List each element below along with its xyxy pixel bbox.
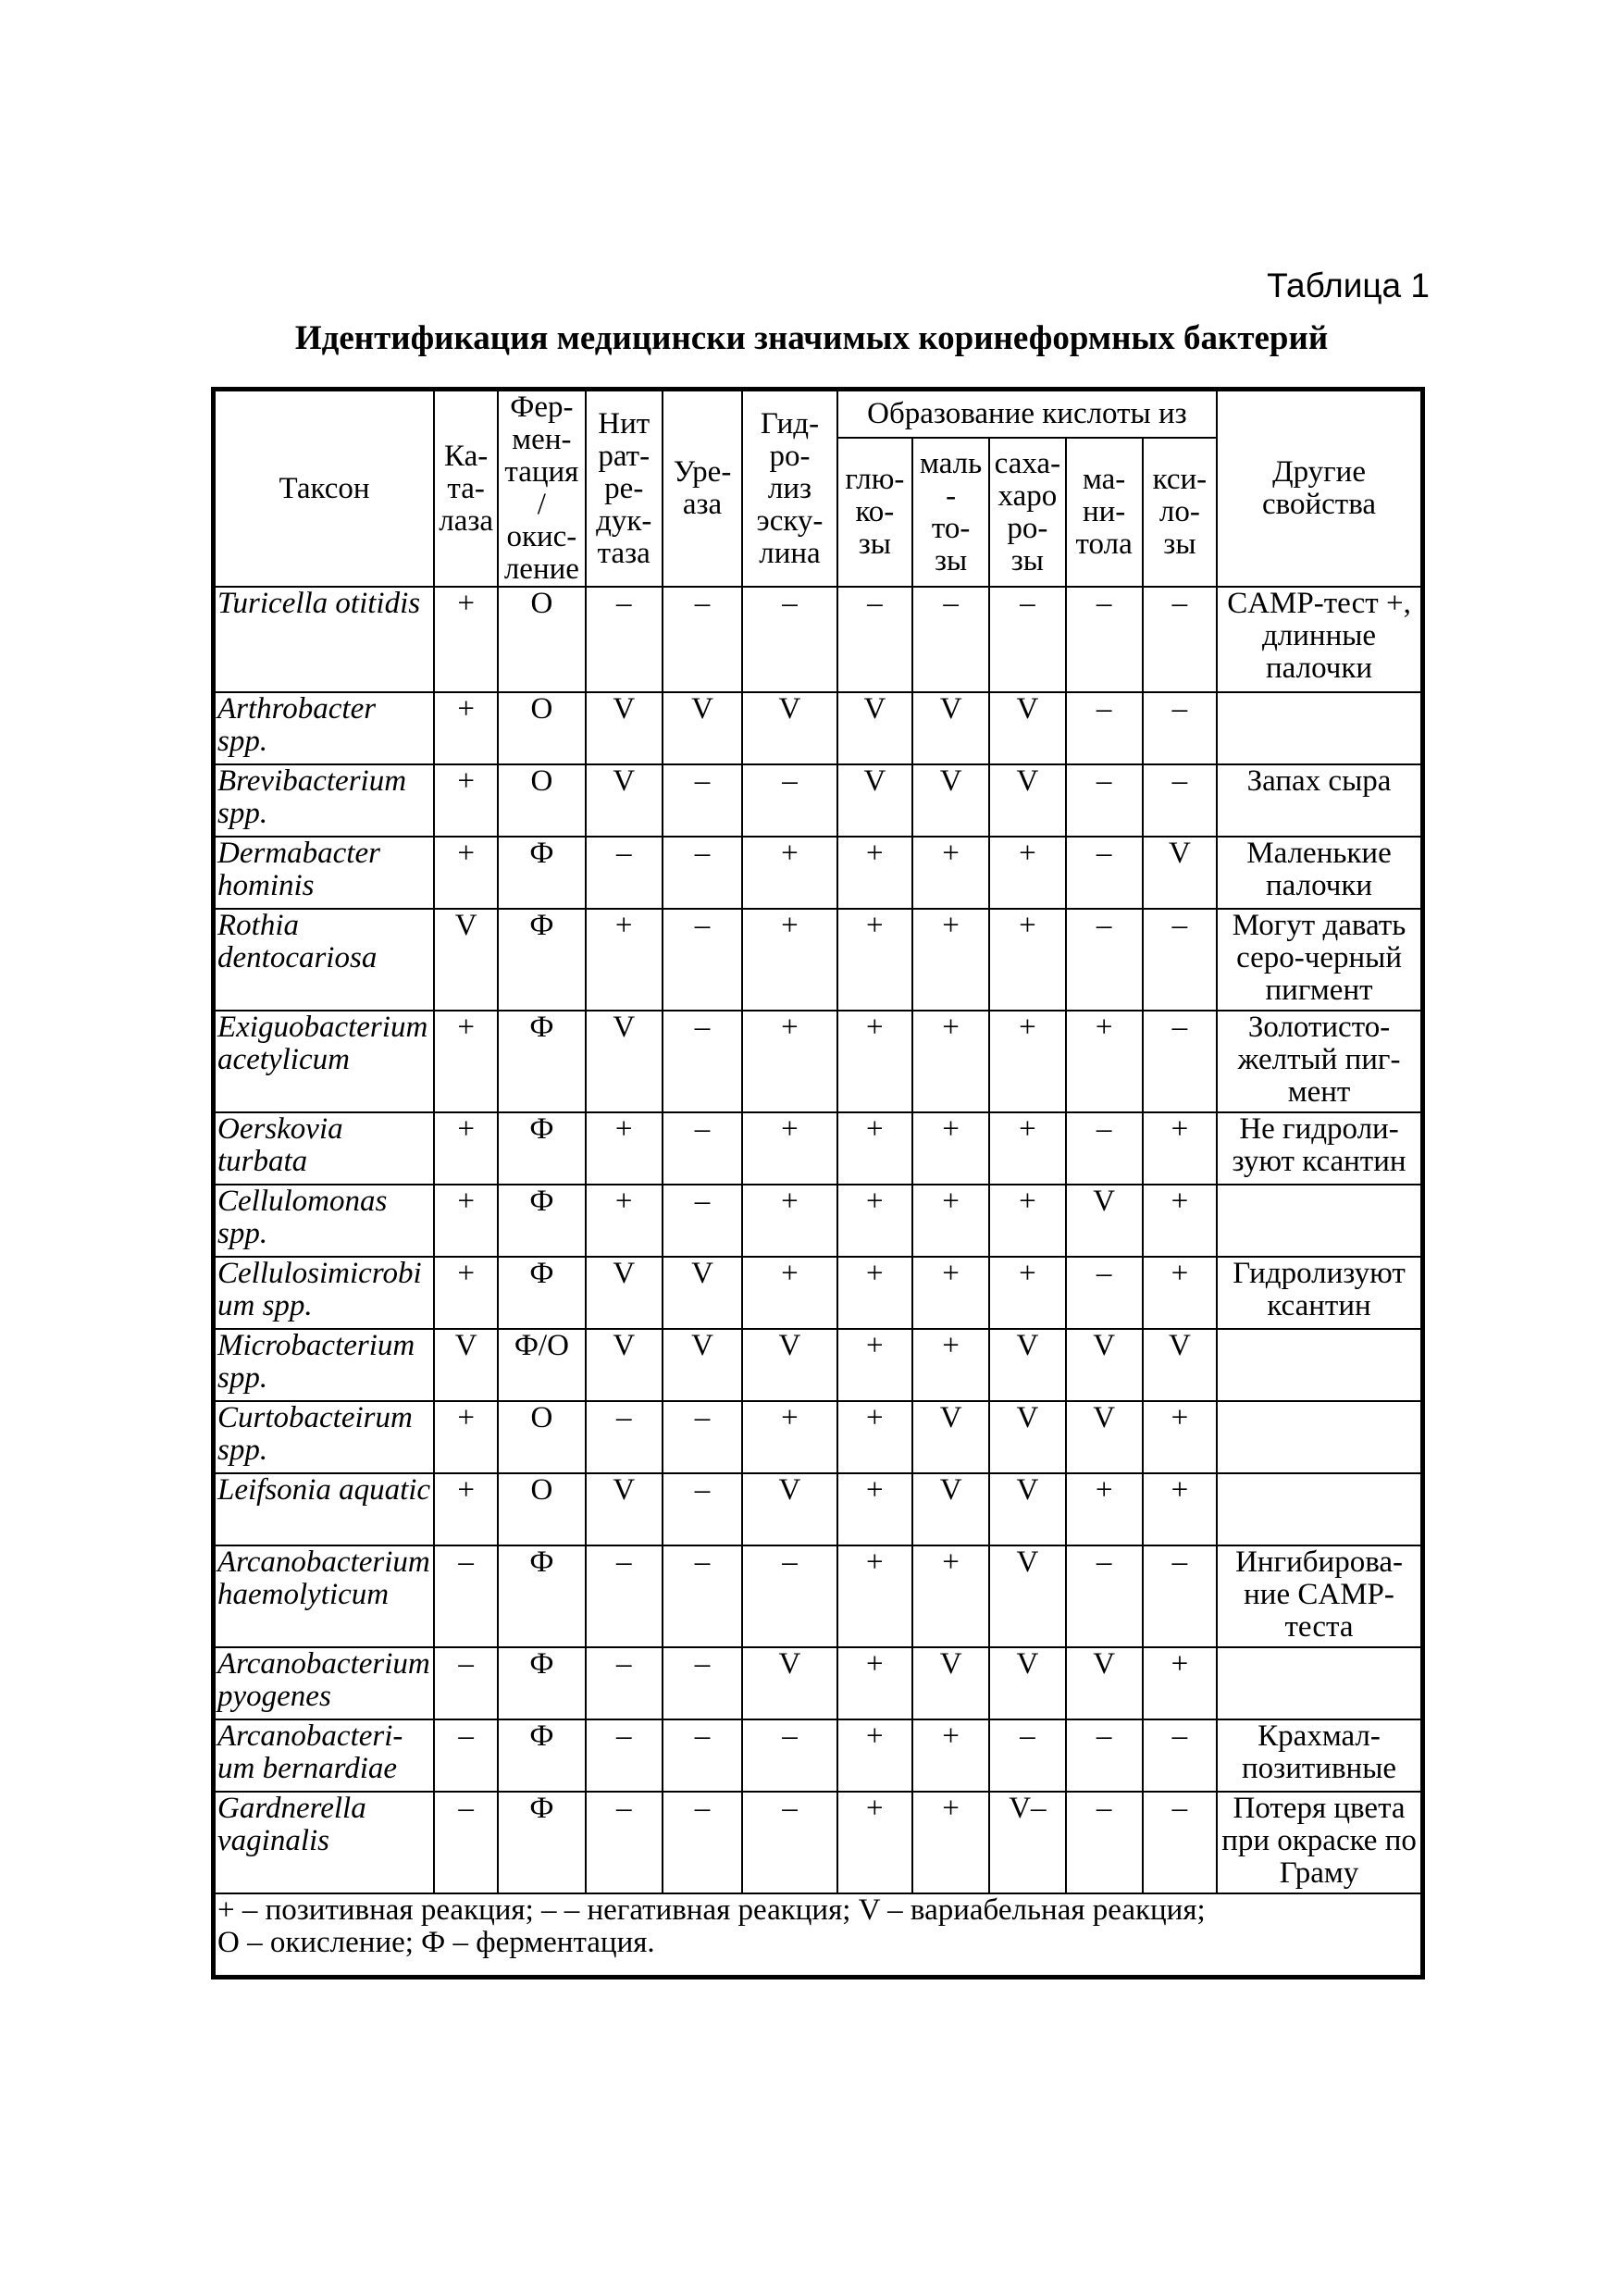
cell-esculin-hydrolysis: + [742,1185,837,1257]
cell-xylose: + [1143,1647,1217,1719]
cell-mannitol: V [1066,1185,1143,1257]
cell-mannitol: – [1066,1719,1143,1792]
cell-maltose: V [912,1401,989,1473]
cell-esculin-hydrolysis: + [742,1011,837,1112]
cell-fermentation: О [498,587,585,692]
cell-fermentation: О [498,764,585,837]
cell-sucrose: V [989,1647,1065,1719]
header-line: лиз [767,471,812,505]
cell-xylose: – [1143,1011,1217,1112]
cell-other-properties: Крахмал-позитивные [1217,1719,1422,1792]
cell-glucose: – [837,587,912,692]
table-row [214,1792,1423,1893]
cell-mannitol: V [1066,1647,1143,1719]
cell-sucrose: – [989,587,1065,692]
cell-catalase: + [434,1257,498,1329]
cell-mannitol: V [1066,1401,1143,1473]
cell-mannitol: – [1066,837,1143,909]
cell-mannitol: – [1066,764,1143,837]
cell-nitrate-reductase: V [586,1329,663,1401]
cell-urease: – [663,837,742,909]
header-line: лаза [439,503,494,538]
header-glucose [837,438,912,587]
cell-mannitol: – [1066,1545,1143,1647]
cell-esculin-hydrolysis: + [742,1401,837,1473]
header-nitrate-reductase [586,390,663,588]
cell-catalase: + [434,692,498,764]
cell-sucrose: V [989,764,1065,837]
header-line: Гид- [760,406,820,441]
table-row [214,1329,1423,1401]
cell-maltose: V [912,764,989,837]
header-line: зы [858,527,891,562]
cell-catalase: + [434,837,498,909]
cell-glucose: + [837,909,912,1011]
table-row [214,692,1423,764]
cell-glucose: V [837,692,912,764]
cell-maltose: + [912,1257,989,1329]
cell-other-properties: Гидролизуют ксантин [1217,1257,1422,1329]
cell-urease: – [663,764,742,837]
cell-xylose: – [1143,1545,1217,1647]
header-sucrose [989,438,1065,587]
cell-catalase: – [434,1792,498,1893]
header-other-properties [1217,390,1422,588]
cell-mannitol: V [1066,1329,1143,1401]
table-header [214,390,1423,588]
header-line: рат- [598,439,650,473]
cell-fermentation: Ф/О [498,1329,585,1401]
cell-other-properties: Ингибирова-ние CAMP-теста [1217,1545,1422,1647]
header-line: ма- [1082,463,1126,497]
cell-esculin-hydrolysis: – [742,1719,837,1792]
header-xylose [1143,438,1217,587]
cell-maltose: + [912,1011,989,1112]
cell-taxon: Cellulosimicrobium spp. [214,1257,435,1329]
cell-catalase: + [434,1473,498,1545]
cell-catalase: – [434,1719,498,1792]
cell-xylose: – [1143,692,1217,764]
cell-glucose: + [837,1545,912,1647]
cell-taxon: Exiguobacterium acetylicum [214,1011,435,1112]
cell-xylose: V [1143,837,1217,909]
cell-taxon: Gardnerella vaginalis [214,1792,435,1893]
table-row [214,1401,1423,1473]
cell-xylose: – [1143,909,1217,1011]
header-line: зы [1010,543,1044,577]
cell-glucose: + [837,1011,912,1112]
table-row [214,1011,1423,1112]
cell-esculin-hydrolysis: V [742,692,837,764]
cell-catalase: + [434,1112,498,1185]
header-line: кси- [1152,463,1208,497]
cell-catalase: – [434,1647,498,1719]
cell-taxon: Arcanobacterium pyogenes [214,1647,435,1719]
cell-fermentation: Ф [498,1185,585,1257]
header-line: Фер- [510,391,574,424]
cell-other-properties: Не гидроли-зуют ксантин [1217,1112,1422,1185]
cell-maltose: V [912,692,989,764]
header-line: та- [447,471,485,505]
cell-catalase: + [434,587,498,692]
cell-glucose: + [837,1719,912,1792]
cell-mannitol: – [1066,587,1143,692]
cell-nitrate-reductase: + [586,1185,663,1257]
cell-nitrate-reductase: – [586,837,663,909]
table-row [214,1257,1423,1329]
cell-taxon: Arcanobacterium haemolyticum [214,1545,435,1647]
cell-esculin-hydrolysis: – [742,587,837,692]
header-line: ро- [1007,511,1048,545]
cell-taxon: Arthrobacter spp. [214,692,435,764]
header-catalase [434,390,498,588]
cell-other-properties [1217,1473,1422,1545]
cell-taxon: Rothia dentocariosa [214,909,435,1011]
cell-glucose: + [837,1257,912,1329]
identification-table [211,387,1425,1980]
cell-other-properties [1217,1185,1422,1257]
header-line: харо [997,478,1058,513]
cell-sucrose: + [989,1185,1065,1257]
header-line: ло- [1158,495,1200,529]
cell-fermentation: Ф [498,1719,585,1792]
header-line: свойства [1262,488,1377,521]
cell-taxon: Brevibacterium spp. [214,764,435,837]
cell-sucrose: V [989,692,1065,764]
cell-esculin-hydrolysis: + [742,1257,837,1329]
cell-sucrose: V [989,1473,1065,1545]
cell-catalase: + [434,764,498,837]
cell-glucose: + [837,1185,912,1257]
header-urease [663,390,742,588]
cell-nitrate-reductase: – [586,587,663,692]
cell-catalase: + [434,1011,498,1112]
cell-fermentation: Ф [498,1647,585,1719]
cell-other-properties: CAMP-тест +, длинные палочки [1217,587,1422,692]
header-line: Другие [1272,455,1366,489]
table-row [214,1112,1423,1185]
table-title: Идентификация медицински значимых коринеформных бактерий [294,319,1329,357]
cell-fermentation: О [498,692,585,764]
cell-nitrate-reductase: – [586,1792,663,1893]
cell-esculin-hydrolysis: V [742,1473,837,1545]
cell-urease: V [663,1329,742,1401]
header-line: аза [682,488,723,521]
table-row [214,1719,1423,1792]
header-line: ни- [1082,495,1126,529]
cell-taxon: Curtobacteirum spp. [214,1401,435,1473]
legend-line-1: + – позитивная реакция; – – негативная реакция; V – вариабельная реакция; [217,1893,1206,1927]
cell-mannitol: + [1066,1011,1143,1112]
cell-taxon: Turicella otitidis [214,587,435,692]
table-row [214,909,1423,1011]
header-esculin-hydrolysis [742,390,837,588]
cell-maltose: + [912,909,989,1011]
cell-maltose: V [912,1473,989,1545]
cell-maltose: V [912,1647,989,1719]
cell-urease: – [663,1545,742,1647]
legend-line-2: О – окисление; Ф – ферментация. [217,1926,655,1959]
cell-xylose: + [1143,1401,1217,1473]
cell-esculin-hydrolysis: – [742,1545,837,1647]
cell-sucrose: + [989,1011,1065,1112]
header-line: эску- [756,503,824,538]
cell-xylose: – [1143,1719,1217,1792]
header-line: маль- [920,446,983,513]
cell-fermentation: Ф [498,837,585,909]
cell-fermentation: Ф [498,1792,585,1893]
cell-xylose: + [1143,1185,1217,1257]
cell-esculin-hydrolysis: + [742,1112,837,1185]
cell-nitrate-reductase: V [586,764,663,837]
cell-catalase: + [434,1401,498,1473]
header-line: окис- [506,520,577,553]
cell-sucrose: + [989,837,1065,909]
cell-mannitol: – [1066,909,1143,1011]
cell-mannitol: + [1066,1473,1143,1545]
cell-nitrate-reductase: V [586,1011,663,1112]
header-line: Уре- [673,455,732,489]
cell-maltose: + [912,837,989,909]
cell-glucose: + [837,1792,912,1893]
cell-taxon: Microbacterium spp. [214,1329,435,1401]
table-label: Таблица 1 [1267,267,1430,304]
cell-maltose: + [912,1112,989,1185]
header-line: лина [759,536,821,570]
header-line: ко- [855,495,895,529]
cell-maltose: + [912,1545,989,1647]
cell-nitrate-reductase: + [586,1112,663,1185]
header-line: ление [503,552,579,586]
cell-glucose: + [837,1329,912,1401]
cell-xylose: + [1143,1257,1217,1329]
cell-glucose: + [837,1647,912,1719]
cell-urease: V [663,692,742,764]
cell-glucose: + [837,1112,912,1185]
cell-glucose: + [837,1401,912,1473]
cell-fermentation: О [498,1401,585,1473]
cell-other-properties: Могут давать серо-черный пигмент [1217,909,1422,1011]
cell-xylose: + [1143,1473,1217,1545]
cell-glucose: + [837,1473,912,1545]
header-line: ре- [604,471,644,505]
cell-nitrate-reductase: – [586,1719,663,1792]
cell-sucrose: V [989,1329,1065,1401]
cell-esculin-hydrolysis: – [742,764,837,837]
cell-esculin-hydrolysis: – [742,1792,837,1893]
cell-urease: – [663,1112,742,1185]
cell-xylose: – [1143,764,1217,837]
cell-other-properties [1217,1401,1422,1473]
table-row [214,837,1423,909]
cell-esculin-hydrolysis: + [742,837,837,909]
cell-catalase: + [434,1185,498,1257]
cell-urease: – [663,1473,742,1545]
cell-sucrose: V– [989,1792,1065,1893]
header-line: зы [935,543,968,577]
cell-esculin-hydrolysis: V [742,1329,837,1401]
cell-nitrate-reductase: – [586,1545,663,1647]
cell-mannitol: – [1066,1257,1143,1329]
cell-other-properties: Запах сыра [1217,764,1422,837]
cell-nitrate-reductase: V [586,1257,663,1329]
cell-maltose: + [912,1792,989,1893]
cell-catalase: V [434,1329,498,1401]
header-line: тола [1075,527,1133,562]
cell-maltose: + [912,1329,989,1401]
header-mannitol [1066,438,1143,587]
cell-maltose: + [912,1719,989,1792]
header-line: Нит [598,406,650,441]
header-line: ро- [769,439,811,473]
cell-esculin-hydrolysis: + [742,909,837,1011]
cell-catalase: V [434,909,498,1011]
cell-other-properties [1217,1647,1422,1719]
cell-mannitol: – [1066,692,1143,764]
header-line: то- [931,511,971,545]
cell-sucrose: + [989,1257,1065,1329]
cell-xylose: – [1143,587,1217,692]
cell-urease: – [663,1011,742,1112]
cell-fermentation: Ф [498,1112,585,1185]
cell-nitrate-reductase: + [586,909,663,1011]
cell-glucose: V [837,764,912,837]
header-line: Ка- [444,439,489,473]
cell-urease: – [663,909,742,1011]
header-line: дук- [596,503,652,538]
cell-sucrose: – [989,1719,1065,1792]
table-row [214,1647,1423,1719]
cell-nitrate-reductase: – [586,1401,663,1473]
table-body [214,587,1423,1893]
cell-taxon: Leifsonia aquatic [214,1473,435,1545]
cell-mannitol: – [1066,1112,1143,1185]
header-line: мен- [512,423,572,456]
cell-esculin-hydrolysis: V [742,1647,837,1719]
cell-glucose: + [837,837,912,909]
table-row [214,764,1423,837]
header-line: тация/ [504,455,579,521]
cell-fermentation: Ф [498,1257,585,1329]
cell-other-properties: Маленькие палочки [1217,837,1422,909]
cell-sucrose: + [989,1112,1065,1185]
cell-taxon: Oerskovia turbata [214,1112,435,1185]
cell-other-properties [1217,692,1422,764]
header-line: глю- [845,463,905,497]
cell-other-properties: Золотисто-желтый пиг-мент [1217,1011,1422,1112]
cell-urease: – [663,1647,742,1719]
cell-urease: – [663,1792,742,1893]
header-line: саха- [994,446,1061,480]
header-line: зы [1163,527,1196,562]
cell-mannitol: – [1066,1792,1143,1893]
header-line: таза [597,536,650,570]
cell-urease: V [663,1257,742,1329]
table-row [214,1473,1423,1545]
cell-sucrose: V [989,1545,1065,1647]
cell-nitrate-reductase: – [586,1647,663,1719]
cell-taxon: Cellulomonas spp. [214,1185,435,1257]
cell-taxon: Arcanobacteri-um bernardiae [214,1719,435,1792]
cell-xylose: + [1143,1112,1217,1185]
cell-fermentation: Ф [498,909,585,1011]
cell-urease: – [663,1401,742,1473]
cell-urease: – [663,1185,742,1257]
cell-taxon: Dermabacter hominis [214,837,435,909]
header-taxon: Таксон [214,390,435,588]
header-fermentation [498,390,585,588]
cell-urease: – [663,1719,742,1792]
cell-xylose: V [1143,1329,1217,1401]
header-maltose [912,438,989,587]
cell-fermentation: Ф [498,1545,585,1647]
cell-maltose: + [912,1185,989,1257]
cell-fermentation: О [498,1473,585,1545]
cell-xylose: – [1143,1792,1217,1893]
cell-sucrose: + [989,909,1065,1011]
cell-nitrate-reductase: V [586,692,663,764]
cell-sucrose: V [989,1401,1065,1473]
table-row [214,1185,1423,1257]
cell-fermentation: Ф [498,1011,585,1112]
table-row [214,587,1423,692]
cell-catalase: – [434,1545,498,1647]
table-row [214,1545,1423,1647]
cell-urease: – [663,587,742,692]
cell-other-properties: Потеря цвета при окраске по Граму [1217,1792,1422,1893]
cell-nitrate-reductase: V [586,1473,663,1545]
table-legend [214,1893,1423,1977]
cell-maltose: – [912,587,989,692]
cell-other-properties [1217,1329,1422,1401]
header-acid-formation: Образование кислоты из [837,390,1217,439]
